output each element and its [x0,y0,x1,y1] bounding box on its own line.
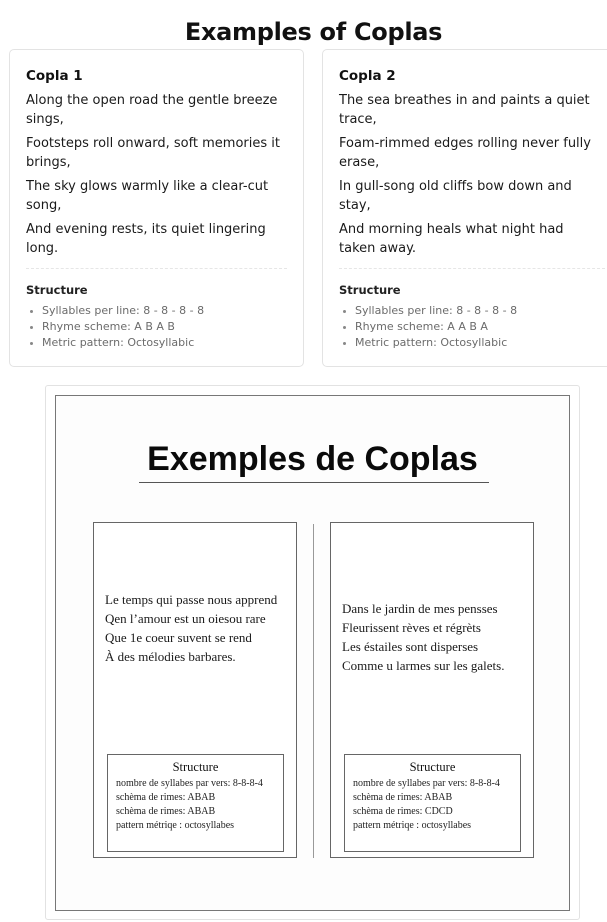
structure-list [26,303,303,351]
structure-list [339,303,607,351]
poem-line: Foam-rimmed edges rolling never fully erase, [339,136,591,170]
structure-item: nombre de syllabes par vers: 8-8-8-4 [116,778,263,789]
document-column-2 [330,522,534,858]
poem-line: Qen l’amour est un oiesou rare [105,611,266,626]
poem-line: Que 1e coeur suvent se rend [105,630,252,645]
document-page [55,395,570,911]
structure-item: Metric pattern: Octosyllabic [42,335,303,351]
copla-title: Copla 2 [339,68,396,84]
poem-line: Comme u larmes sur les galets. [342,658,505,673]
document-structure-box [344,754,521,852]
poem-line: Le temps qui passe nous apprend [105,592,278,607]
document-image [45,385,580,920]
structure-heading: Structure [409,760,456,774]
poem-line: In gull-song old cliffs bow down and stay, [339,179,572,213]
document-column-1 [93,522,297,858]
poem-line: À des mélodies barbares. [105,649,236,664]
structure-item: schèma de rimes: ABAB [353,792,453,803]
page-title: Examples of Coplas [184,18,443,47]
structure-item: Rhyme scheme: A B A B [42,319,303,335]
divider [339,268,605,269]
structure-heading: Structure [172,760,219,774]
structure-item: nombre de syllabes par vers: 8-8-8-4 [353,778,500,789]
structure-item: Syllables per line: 8 - 8 - 8 - 8 [42,303,303,319]
structure-item: Syllables per line: 8 - 8 - 8 - 8 [355,303,607,319]
structure-item: Rhyme scheme: A A B A [355,319,607,335]
structure-item: Metric pattern: Octosyllabic [355,335,607,351]
poem-line: Footsteps roll onward, soft memories it brings, [26,136,280,170]
structure-item: pattern métriqe : octosyllabes [353,820,472,831]
poem-line: The sea breathes in and paints a quiet trace, [339,93,590,127]
copla-card-2 [322,49,607,367]
poem-line: The sky glows warmly like a clear-cut song, [26,179,269,213]
copla-title: Copla 1 [26,68,83,84]
poem-line: Les éstailes sont disperses [342,639,479,654]
structure-heading: Structure [339,283,401,297]
structure-item: schèma de rimes: CDCD [353,806,453,817]
structure-item: pattern métriqe : octosyllabes [116,820,235,831]
column-separator [313,524,314,858]
title-rule [139,482,489,483]
document-title: Exemples de Coplas [147,440,478,478]
poem-line: And evening rests, its quiet lingering long. [26,222,266,256]
document-poem [105,590,277,666]
copla-card-1 [9,49,304,367]
poem-line: Dans le jardin de mes pensses [342,601,498,616]
poem-line: And morning heals what night had taken away. [339,222,564,256]
poem-line: Along the open road the gentle breeze sings, [26,93,278,127]
structure-item: schèma de rimes: ABAB [116,806,216,817]
structure-heading: Structure [26,283,88,297]
document-structure-box [107,754,284,852]
divider [26,268,287,269]
poem-line: Fleurissent rèves et régrèts [342,620,481,635]
document-poem [342,599,504,675]
structure-item: schèma de rimes: ABAB [116,792,216,803]
copla-cards [0,49,607,371]
